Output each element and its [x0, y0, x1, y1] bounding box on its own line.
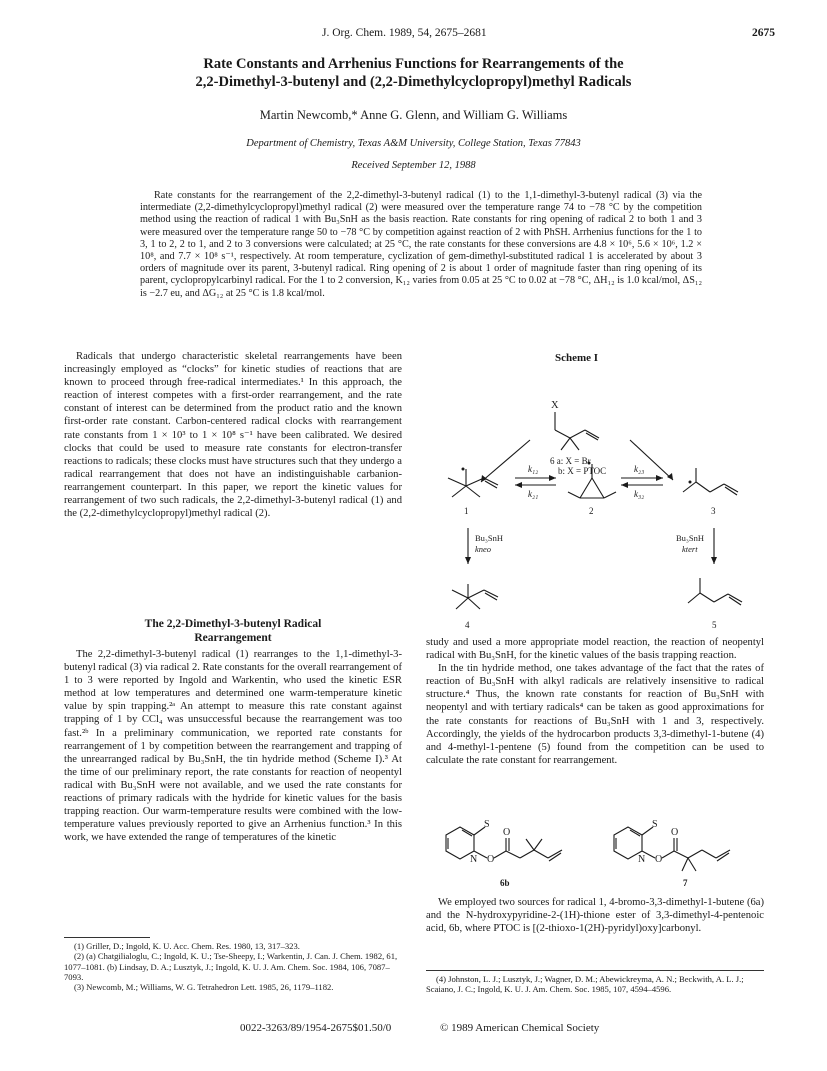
- rate-k21: k₂₁: [528, 489, 539, 499]
- reagent-left: Bu₃SnH: [475, 533, 503, 543]
- compound-6-label-a: 6 a: X = Br: [550, 456, 591, 466]
- label-radical-1: 1: [464, 506, 469, 516]
- right-para-2: In the tin hydride method, one takes advantage of the fact that the rates of reaction of Bu₃SnH with alkyl radicals are relatively insensitive to radical structure.⁴ Thus, the known rate constants for reaction of Bu₃SnH with neopentyl and with tertiary radicals⁴ can be taken as good approximations for the rate constants for reactions of Bu₃SnH with 1 and 3, respectively. Accordingly, the yields of the hydrocarbon products 3,3-dimethyl-1-butene (4) and 4-methyl-1-pentene (5) found from the competition can be used to calculate the rate constant for rearrangement.: [426, 663, 764, 766]
- right-para-3: We employed two sources for radical 1, 4-bromo-3,3-dimethyl-1-butene (6a) and the N-hydroxypyridine-2-(1H)-thione ester of 3,3-dimethyl-4-pentenoic acid, 6b, where PTOC is [(2-thioxo-1(2H)-pyridyl)oxy]carbonyl.: [426, 897, 764, 935]
- atom-n-7: N: [638, 854, 646, 865]
- structures-drawing: [426, 813, 764, 893]
- rate-k12: k₁₂: [528, 464, 539, 474]
- received-date: Received September 12, 1988: [351, 160, 476, 171]
- rate-ktert: ktert: [682, 544, 698, 554]
- journal-citation: J. Org. Chem. 1989, 54, 2675–2681: [322, 27, 487, 39]
- abstract: Rate constants for the rearrangement of the 2,2-dimethyl-3-butenyl radical (1) to the 1,1-dimethyl-3-butenyl radical (3) via the intermediate (2,2-dimethylcyclopropyl)methyl radical (2) were measured over the temperature range 74 to −78 °C by the competition method using the reaction of radical 1 with Bu₃SnH as the basis reaction. Rate constants for ring opening of radical 2 to both 1 and 3 were measured over the temperature range 50 to −78 °C by competition against reaction of 2 with PhSH. Arrhenius functions for the 1 to 3, 1 to 2, 2 to 1, and 2 to 3 conversions were calculated; at 25 °C, the rate constants for these conversions are 4.8 × 10⁶, 5.6 × 10⁶, 1.2 × 10⁸, and 7.7 × 10⁸ s⁻¹, respectively. At room temperature, cyclization of gem-dimethyl-substituted radical 1 is accelerated by about 3 orders of magnitude over its parent, 3-butenyl radical. Ring opening of 2 is about 1 order of magnitude faster than ring opening of its parent, cyclopropylcarbinyl radical. For the 1 to 2 conversion, K₁₂ varies from 0.05 at 25 °C to 0.02 at −78 °C, ΔH₁₂ is 1.0 kcal/mol, ΔS₁₂ is −2.7 eu, and ΔG₁₂ at 25 °C is 1.8 kcal/mol.: [140, 190, 702, 299]
- footnote-rule: [64, 937, 150, 938]
- footnote-1: (1) Griller, D.; Ingold, K. U. Acc. Chem. Res. 1980, 13, 317–323.: [74, 941, 300, 951]
- reagent-right: Bu₃SnH: [676, 533, 704, 543]
- label-product-5: 5: [712, 620, 717, 630]
- atom-s-6b: S: [484, 819, 490, 830]
- atom-s-7: S: [652, 819, 658, 830]
- section-heading: [64, 618, 402, 645]
- right-para-3-wrap: [426, 896, 764, 935]
- atom-n-6b: N: [470, 854, 478, 865]
- footnote-2: (2) (a) Chatgilialoglu, C.; Ingold, K. U.; Tse-Sheepy, I.; Warkentin, J. Can. J. Chem. 1982, 61, 1077–1081. (b) Lindsay, D. A.; Lusztyk, J.; Ingold, K. U. J. Am. Chem. Soc. 1984, 106, 7087–7093.: [64, 951, 398, 982]
- footnote-3: (3) Newcomb, M.; Williams, W. G. Tetrahedron Lett. 1985, 26, 1179–1182.: [74, 982, 334, 993]
- label-radical-2: 2: [589, 506, 594, 516]
- atom-o-carbonyl-7: O: [671, 827, 679, 838]
- right-para-1: study and used a more appropriate model reaction, the reaction of neopentyl radical with Bu₃SnH, for the kinetic values of the basis trapping reaction.: [426, 637, 764, 662]
- right-column: [426, 636, 764, 767]
- compound-6-label-b: b: X = PTOC: [558, 466, 607, 476]
- label-6b: 6b: [500, 878, 510, 888]
- label-7: 7: [683, 878, 688, 888]
- atom-o-ester-6b: O: [487, 854, 495, 865]
- scheme-1: [418, 352, 768, 634]
- intro-paragraph: Radicals that undergo characteristic skeletal rearrangements have been increasingly employed as “clocks” for kinetic studies of reactions that are known to proceed through free-radical intermediates.¹ In this approach, the reaction of interest competes with a first-order rearrangement, and the rate constant of interest can be determined from the product ratio and the known first-order rate constant. Carbon-centered radical clocks with rearrangement rate constants from 1 × 10³ to 1 × 10⁸ s⁻¹ have been calibrated. We desired clocks that could be used to measure rate constants for electron-transfer reactions to radicals; these clocks must have structures such that they undergo a radical rearrangement that does not have an indistinguishable carbanion-rearrangement counterpart. In this paper, we report the kinetic values for rearrangement of two such radicals, the 2,2-dimethyl-3-butenyl radical (1) and the (2,2-dimethylcyclopropyl)methyl radical (2).: [64, 351, 402, 520]
- section-body-wrap: [64, 648, 402, 844]
- authors: Martin Newcomb,* Anne G. Glenn, and William G. Williams: [259, 108, 568, 122]
- footnote-4: (4) Johnston, L. J.; Lusztyk, J.; Wagner, D. M.; Abewickreyma, A. N.; Beckwith, A. L. J.; Scaiano, J. C.; Ingold, K. U. J. Am. Chem. Soc. 1985, 107, 4594–4596.: [426, 974, 744, 995]
- scheme-title: Scheme I: [555, 352, 599, 364]
- structures-6b-7: [426, 813, 764, 893]
- title-line-1: Rate Constants and Arrhenius Functions for Rearrangements of the: [203, 56, 624, 72]
- left-column: [64, 350, 402, 520]
- rate-kneo: kneo: [475, 544, 492, 554]
- page-number: 2675: [752, 27, 775, 39]
- scheme-1-drawing: [418, 352, 768, 634]
- affiliation: Department of Chemistry, Texas A&M University, College Station, Texas 77843: [246, 138, 581, 149]
- atom-o-ester-7: O: [655, 854, 663, 865]
- footnotes-left: [64, 941, 402, 992]
- rate-k32: k₃₂: [634, 489, 645, 499]
- title-line-2: 2,2-Dimethyl-3-butenyl and (2,2-Dimethylcyclopropyl)methyl Radicals: [195, 74, 632, 90]
- footer-code: 0022-3263/89/1954-2675$01.50/0: [240, 1022, 392, 1034]
- atom-o-carbonyl-6b: O: [503, 827, 511, 838]
- footnote-rule-right: [426, 970, 764, 971]
- label-product-4: 4: [465, 620, 470, 630]
- footer-copyright: © 1989 American Chemical Society: [440, 1022, 600, 1034]
- section-heading-line-1: The 2,2-Dimethyl-3-butenyl Radical: [144, 618, 322, 630]
- label-radical-3: 3: [711, 506, 716, 516]
- footnotes-right: [426, 974, 764, 995]
- rate-k23: k₂₃: [634, 464, 645, 474]
- section-heading-line-2: Rearrangement: [194, 631, 272, 644]
- section-body: The 2,2-dimethyl-3-butenyl radical (1) rearranges to the 1,1-dimethyl-3-butenyl radical (3) via radical 2. Rate constants for the overall rearrangement of 1 to 3 were reported by Ingold and Warkentin, who used the kinetic ESR method at low temperatures and determined one warm-temperature kinetic value by spin trapping.²ᵃ An attempt to measure this rate constant against trapping of 1 by CCl₄ was unsuccessful because the rearrangement was too fast.²ᵇ In a preliminary communication, we reported rate constants for rearrangement of 1 by competition between the rearrangement and trapping of the unrearranged radical by Bu₃SnH, the tin hydride method (Scheme I).³ At the time of our preliminary report, the rate constants for reaction of neopentyl radical with Bu₃SnH were not available, and we used the rate constants for reactions of primary radicals with the hydride for kinetic values for the basis trapping reaction. Our warm-temperature results were combined with the low-temperature values previously reported to give an Arrhenius function.³ In this work, we have extended the range of temperatures of the kinetic: [64, 649, 402, 844]
- scheme-x-label: X: [551, 400, 559, 411]
